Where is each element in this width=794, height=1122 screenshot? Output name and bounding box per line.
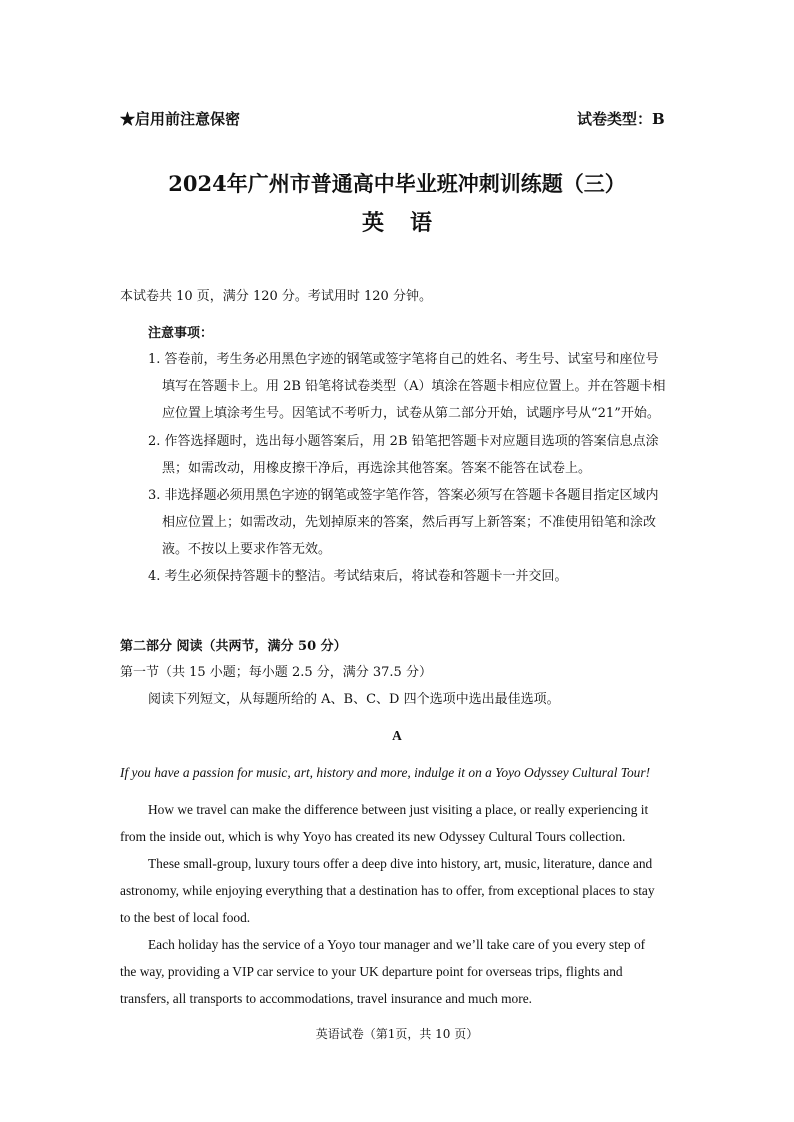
- subject-title: 英语: [361, 210, 458, 236]
- exam-intro: 本试卷共 10 页，满分 120 分。考试用时 120 分钟。: [120, 289, 432, 304]
- notice-item-3-line-1: 3. 非选择题必须用黑色字迹的钢笔或签字笔作答，答案必须写在答题卡各题目指定区域内: [148, 488, 659, 503]
- reading-instruction: 阅读下列短文，从每题所给的 A、B、C、D 四个选项中选出最佳选项。: [148, 692, 560, 707]
- paragraph-1-line-2: from the inside out, which is why Yoyo has created its new Odyssey Cultural Tours collection.: [120, 829, 626, 844]
- notice-item-4-line-1: 4. 考生必须保持答题卡的整洁。考试结束后，将试卷和答题卡一并交回。: [148, 569, 568, 584]
- paragraph-2-line-1: These small-group, luxury tours offer a deep dive into history, art, music, literature, dance and: [148, 856, 653, 871]
- notice-heading: 注意事项：: [148, 326, 214, 341]
- paragraph-3-line-2: the way, providing a VIP car service to your UK departure point for overseas trips, flights and: [120, 964, 623, 979]
- paragraph-3-line-3: transfers, all transports to accommodations, travel insurance and much more.: [120, 991, 533, 1006]
- passage-label: A: [392, 728, 402, 743]
- page-footer: 英语试卷（第1页，共 10 页）: [315, 1027, 479, 1041]
- exam-title: 2024年广州市普通高中毕业班冲刺训练题（三）: [168, 171, 626, 196]
- section1-heading: 第一节（共 15 小题；每小题 2.5 分，满分 37.5 分）: [120, 665, 432, 680]
- notice-item-3-line-2: 相应位置上；如需改动，先划掉原来的答案，然后再写上新答案；不准使用铅笔和涂改: [162, 515, 657, 530]
- paper-type-label: 试卷类型：B: [577, 110, 665, 128]
- part2-heading: 第二部分 阅读（共两节，满分 50 分）: [120, 639, 347, 654]
- confidential-notice: ★启用前注意保密: [120, 110, 241, 128]
- notice-item-1-line-2: 填写在答题卡上。用 2B 铅笔将试卷类型（A）填涂在答题卡相应位置上。并在答题卡相: [162, 379, 666, 394]
- paragraph-2-line-2: astronomy, while enjoying everything that a destination has to offer, from exceptional places to stay: [120, 883, 655, 898]
- paragraph-2-line-3: to the best of local food.: [120, 910, 251, 925]
- notice-item-1-line-3: 应位置上填涂考生号。因笔试不考听力，试卷从第二部分开始，试题序号从“21”开始。: [162, 406, 660, 421]
- notice-item-1-line-1: 1. 答卷前，考生务必用黑色字迹的钢笔或签字笔将自己的姓名、考生号、试室号和座位号: [148, 352, 659, 367]
- notice-item-2-line-2: 黑；如需改动，用橡皮擦干净后，再选涂其他答案。答案不能答在试卷上。: [162, 461, 592, 476]
- notice-item-2-line-1: 2. 作答选择题时，选出每小题答案后，用 2B 铅笔把答题卡对应题目选项的答案信息点涂: [148, 434, 659, 449]
- paragraph-3-line-1: Each holiday has the service of a Yoyo tour manager and we’ll take care of you every step of: [148, 937, 646, 952]
- paragraph-1-line-1: How we travel can make the difference between just visiting a place, or really experiencing it: [148, 802, 649, 817]
- passage-intro: If you have a passion for music, art, history and more, indulge it on a Yoyo Odyssey Cultural Tour!: [120, 765, 651, 780]
- notice-item-3-line-3: 液。不按以上要求作答无效。: [162, 542, 332, 557]
